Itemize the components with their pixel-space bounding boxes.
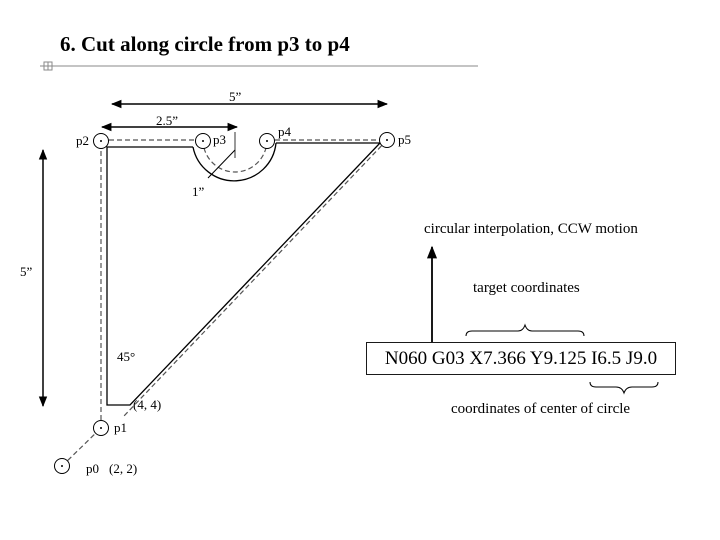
- point-centers: [61, 139, 388, 467]
- gcode-line: N060 G03 X7.366 Y9.125 I6.5 J9.0: [366, 342, 676, 375]
- p5-label: p5: [398, 132, 411, 147]
- target-brace: [466, 325, 584, 336]
- dim-label-5in-top: 5”: [229, 89, 242, 104]
- center-brace: [590, 382, 658, 393]
- radius-label: 1”: [192, 184, 205, 199]
- p1-label: p1: [114, 420, 127, 435]
- tool-path: [62, 140, 387, 466]
- p0-coords-label: (2, 2): [109, 461, 138, 476]
- radius-line: [208, 150, 235, 178]
- p3-label: p3: [213, 132, 226, 147]
- dim-label-2-5in: 2.5”: [156, 113, 179, 128]
- target-coords-note: target coordinates: [473, 280, 580, 296]
- p1-coords-label: (4, 4): [133, 397, 162, 412]
- interpolation-note: circular interpolation, CCW motion: [424, 221, 638, 237]
- slide-title: 6. Cut along circle from p3 to p4: [60, 32, 350, 56]
- p0-label: p0: [86, 461, 99, 476]
- p4-label: p4: [278, 124, 291, 139]
- part-outline: [107, 143, 380, 405]
- title-rule-marker: [44, 62, 52, 70]
- center-coords-note: coordinates of center of circle: [451, 401, 631, 417]
- angle-label: 45°: [117, 349, 136, 364]
- dim-label-5in-left: 5”: [20, 264, 33, 279]
- p2-label: p2: [76, 133, 89, 148]
